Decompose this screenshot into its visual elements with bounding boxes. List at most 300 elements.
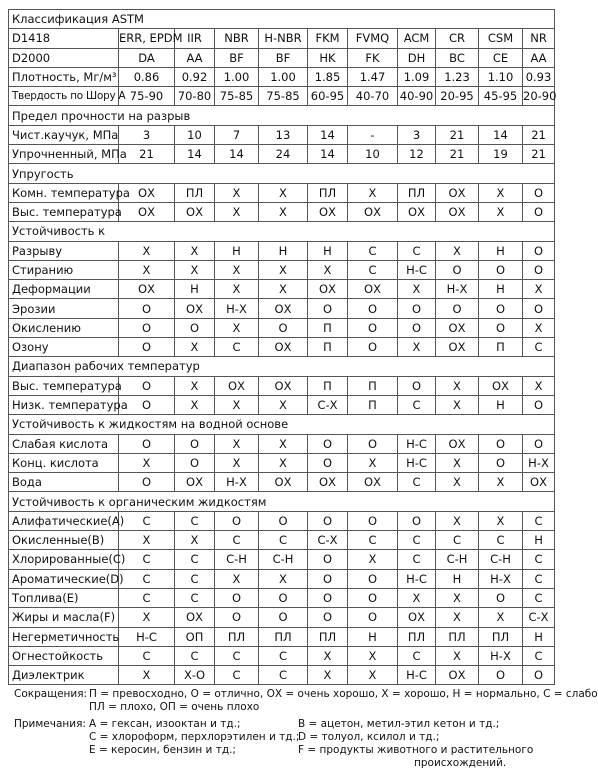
row-label: Жиры и масла(F) (9, 608, 119, 627)
row-label: Огнестойкость (9, 646, 119, 665)
row-label: Выс. температура (9, 376, 119, 395)
rating-cell: Х (119, 666, 175, 685)
rating-cell: П (479, 338, 523, 357)
table-row (9, 531, 555, 550)
rating-cell: ОХ (436, 318, 479, 337)
rating-cell: 1.00 (259, 67, 308, 86)
rating-cell: ОХ (175, 608, 215, 627)
rating-cell: 0.92 (175, 67, 215, 86)
rating-cell: О (119, 434, 175, 453)
rating-cell: 12 (398, 145, 436, 164)
rating-cell: С (119, 511, 175, 530)
rating-cell: 21 (119, 145, 175, 164)
rating-cell: О (348, 511, 398, 530)
rating-cell: Х (348, 646, 398, 665)
rating-cell: ПЛ (175, 183, 215, 202)
rating-cell: О (308, 550, 348, 569)
rating-cell: О (308, 299, 348, 318)
rating-cell: О (479, 588, 523, 607)
table-title-row (9, 10, 555, 29)
row-label: Алифатические(А) (9, 511, 119, 530)
rating-cell: С-Х (308, 395, 348, 414)
rating-cell: Х (348, 453, 398, 472)
rating-cell: DA (119, 48, 175, 67)
rating-cell: О (119, 395, 175, 414)
rating-cell: 20-90 (523, 87, 555, 106)
rating-cell: О (398, 376, 436, 395)
rating-cell: BF (215, 48, 259, 67)
rating-cell: Н-Х (479, 569, 523, 588)
row-label: Озону (9, 338, 119, 357)
rating-cell: Х (259, 280, 308, 299)
rating-cell: Х (175, 338, 215, 357)
rating-cell: О (308, 569, 348, 588)
rating-cell: 24 (259, 145, 308, 164)
rating-cell: С-Х (308, 531, 348, 550)
rating-cell: О (348, 299, 398, 318)
note-c: С = хлороформ, перхлорэтилен и тд.; (89, 731, 300, 743)
table-row (9, 376, 555, 395)
row-label: Слабая кислота (9, 434, 119, 453)
rating-cell: ОХ (308, 202, 348, 221)
rating-cell: П (308, 318, 348, 337)
rating-cell: Х (215, 569, 259, 588)
rating-cell: 70-80 (175, 87, 215, 106)
rating-cell: 75-85 (215, 87, 259, 106)
rating-cell: Н-С (119, 627, 175, 646)
row-label: Топлива(E) (9, 588, 119, 607)
rating-cell: 0.93 (523, 67, 555, 86)
rating-cell: С-Н (436, 550, 479, 569)
rating-cell: О (523, 202, 555, 221)
row-label: Окисленные(В) (9, 531, 119, 550)
rating-cell: Н-Х (479, 646, 523, 665)
rating-cell: Х (398, 588, 436, 607)
table-row (9, 29, 555, 48)
row-label: D2000 (9, 48, 119, 67)
rating-cell: О (348, 434, 398, 453)
note-e: Е = керосин, бензин и тд.; (89, 744, 236, 756)
rating-cell: С (215, 666, 259, 685)
table-row (9, 241, 555, 260)
rating-cell: С (523, 588, 555, 607)
rating-cell: 21 (523, 145, 555, 164)
rating-cell: С (398, 531, 436, 550)
rating-cell: ПЛ (308, 183, 348, 202)
rating-cell: О (215, 588, 259, 607)
rating-cell: 0.86 (119, 67, 175, 86)
abbrev-line-1: П = превосходно, О = отлично, ОХ = очень хорошо, Х = хорошо, Н = нормально, С = слабо (89, 688, 598, 700)
rating-cell: ОХ (398, 608, 436, 627)
rating-cell: Х (259, 569, 308, 588)
rating-cell: О (259, 608, 308, 627)
rating-cell: П (348, 376, 398, 395)
rating-cell: О (259, 588, 308, 607)
rating-cell: О (348, 608, 398, 627)
rating-cell: О (308, 608, 348, 627)
rating-cell: FVMQ (348, 29, 398, 48)
rating-cell: П (348, 395, 398, 414)
rating-cell: С (523, 550, 555, 569)
rating-cell: ОХ (436, 338, 479, 357)
rating-cell: ОХ (348, 473, 398, 492)
rating-cell: 60-95 (308, 87, 348, 106)
rating-cell: С (398, 473, 436, 492)
row-label: Разрыву (9, 241, 119, 260)
rating-cell: О (308, 434, 348, 453)
table-row (9, 511, 555, 530)
rating-cell: Н (479, 280, 523, 299)
rating-cell: Х (215, 202, 259, 221)
rating-cell: С (398, 395, 436, 414)
rating-cell: О (436, 260, 479, 279)
rating-cell: О (215, 511, 259, 530)
rating-cell: Х (436, 395, 479, 414)
rating-cell: Х (436, 646, 479, 665)
rating-cell: С (398, 550, 436, 569)
rating-cell: ПЛ (436, 627, 479, 646)
rating-cell: ОХ (308, 473, 348, 492)
table-title: Классификация ASTM (9, 10, 555, 29)
rating-cell: О (308, 588, 348, 607)
rating-cell: ОХ (175, 202, 215, 221)
abbrev-label: Сокращения: (14, 688, 88, 700)
rating-cell: С (215, 531, 259, 550)
rating-cell: 10 (348, 145, 398, 164)
section-header-row (9, 164, 555, 183)
table-row (9, 666, 555, 685)
rating-cell: BF (259, 48, 308, 67)
rating-cell: С-Н (259, 550, 308, 569)
rating-cell: Х (398, 338, 436, 357)
rating-cell: Х (436, 588, 479, 607)
rating-cell: Х (119, 531, 175, 550)
rating-cell: Х (215, 260, 259, 279)
table-row (9, 608, 555, 627)
row-label: Выс. температура (9, 202, 119, 221)
table-row (9, 646, 555, 665)
rating-cell: ОХ (479, 376, 523, 395)
row-label: Эрозии (9, 299, 119, 318)
note-d: D = толуол, ксилол и тд.; (298, 731, 440, 743)
rating-cell: CR (436, 29, 479, 48)
table-row (9, 183, 555, 202)
rating-cell: С (259, 666, 308, 685)
rating-cell: О (175, 453, 215, 472)
rating-cell: 14 (308, 145, 348, 164)
rating-cell: С-Н (479, 550, 523, 569)
table-row (9, 87, 555, 106)
rating-cell: О (523, 666, 555, 685)
rating-cell: С (175, 646, 215, 665)
rating-cell: ПЛ (308, 627, 348, 646)
rating-cell: О (523, 260, 555, 279)
rating-cell: 3 (398, 125, 436, 144)
rating-cell: ACM (398, 29, 436, 48)
row-label: Упрочненный, МПа (9, 145, 119, 164)
rating-cell: Х (215, 183, 259, 202)
row-label: Ароматические(D) (9, 569, 119, 588)
rating-cell: Н (175, 280, 215, 299)
rating-cell: Н-Х (215, 299, 259, 318)
table-row (9, 338, 555, 357)
rating-cell: Х (308, 666, 348, 685)
rating-cell: - (348, 125, 398, 144)
rating-cell: Х (175, 241, 215, 260)
rating-cell: ПЛ (398, 183, 436, 202)
rating-cell: ОХ (436, 434, 479, 453)
section-title: Устойчивость к жидкостям на водной основе (9, 415, 555, 434)
rating-cell: С-Х (523, 608, 555, 627)
rating-cell: 1.85 (308, 67, 348, 86)
rating-cell: О (523, 241, 555, 260)
rating-cell: ПЛ (398, 627, 436, 646)
rating-cell: О (398, 299, 436, 318)
rating-cell: 21 (436, 125, 479, 144)
table-row (9, 280, 555, 299)
rating-cell: Н (479, 395, 523, 414)
rating-cell: ОХ (398, 202, 436, 221)
rating-cell: О (479, 453, 523, 472)
rating-cell: О (119, 376, 175, 395)
rating-cell: О (479, 666, 523, 685)
section-title: Диапазон рабочих температур (9, 357, 555, 376)
row-label: Конц. кислота (9, 453, 119, 472)
rating-cell: 14 (175, 145, 215, 164)
row-label: Стиранию (9, 260, 119, 279)
rating-cell: Х (119, 453, 175, 472)
rating-cell: С (348, 531, 398, 550)
table-row (9, 453, 555, 472)
rating-cell: Х-О (175, 666, 215, 685)
rating-cell: О (398, 318, 436, 337)
rating-cell: NBR (215, 29, 259, 48)
rating-cell: О (308, 511, 348, 530)
rating-cell: ОХ (259, 473, 308, 492)
rating-cell: Х (175, 531, 215, 550)
rating-cell: Х (348, 183, 398, 202)
rating-cell: ПЛ (259, 627, 308, 646)
table-row (9, 473, 555, 492)
rating-cell: ОХ (259, 376, 308, 395)
row-label: Негерметичность (9, 627, 119, 646)
rating-cell: Х (175, 260, 215, 279)
rating-cell: О (119, 299, 175, 318)
rating-cell: С (259, 646, 308, 665)
rating-cell: 40-90 (398, 87, 436, 106)
rating-cell: AA (523, 48, 555, 67)
section-title: Упругость (9, 164, 555, 183)
section-header-row (9, 415, 555, 434)
rating-cell: Х (119, 260, 175, 279)
rating-cell: Х (259, 260, 308, 279)
rating-cell: ОХ (523, 473, 555, 492)
rating-cell: IIR (175, 29, 215, 48)
rating-cell: Н (348, 627, 398, 646)
rating-cell: О (175, 434, 215, 453)
section-header-row (9, 492, 555, 511)
rating-cell: О (175, 318, 215, 337)
rating-cell: С (523, 569, 555, 588)
rating-cell: С (175, 569, 215, 588)
rating-cell: ERR, EPDM (119, 29, 175, 48)
rating-cell: 1.00 (215, 67, 259, 86)
rating-cell: О (215, 608, 259, 627)
rating-cell: С (348, 241, 398, 260)
rating-cell: ОХ (436, 666, 479, 685)
rating-cell: Х (398, 280, 436, 299)
rating-cell: Х (479, 202, 523, 221)
rating-cell: ПЛ (215, 627, 259, 646)
rating-cell: Х (479, 473, 523, 492)
rating-cell: 1.23 (436, 67, 479, 86)
rating-cell: Х (259, 434, 308, 453)
row-label: Вода (9, 473, 119, 492)
rating-cell: ОХ (348, 202, 398, 221)
rating-cell: FK (348, 48, 398, 67)
rating-cell: С (215, 338, 259, 357)
rating-cell: 20-95 (436, 87, 479, 106)
classification-table (8, 9, 555, 685)
rating-cell: Х (215, 395, 259, 414)
rating-cell: Х (436, 376, 479, 395)
rating-cell: 14 (215, 145, 259, 164)
rating-cell: DH (398, 48, 436, 67)
rating-cell: С (119, 646, 175, 665)
rating-cell: О (119, 473, 175, 492)
rating-cell: С (119, 588, 175, 607)
rating-cell: О (348, 588, 398, 607)
rating-cell: ОХ (259, 299, 308, 318)
table-row (9, 318, 555, 337)
rating-cell: ОХ (175, 473, 215, 492)
rating-cell: Н (436, 569, 479, 588)
section-header-row (9, 222, 555, 241)
row-label: Твердость по Шору А (9, 87, 119, 106)
rating-cell: 10 (175, 125, 215, 144)
rating-cell: С (398, 646, 436, 665)
section-title: Предел прочности на разрыв (9, 106, 555, 125)
table-row (9, 202, 555, 221)
note-a: А = гексан, изооктан и тд.; (89, 718, 241, 730)
rating-cell: CE (479, 48, 523, 67)
rating-cell: О (523, 183, 555, 202)
rating-cell: С (436, 531, 479, 550)
rating-cell: ОХ (308, 280, 348, 299)
table-row (9, 67, 555, 86)
section-header-row (9, 106, 555, 125)
table-row (9, 260, 555, 279)
rating-cell: О (436, 299, 479, 318)
rating-cell: ОХ (215, 376, 259, 395)
rating-cell: Х (119, 608, 175, 627)
rating-cell: ПЛ (479, 627, 523, 646)
rating-cell: П (308, 338, 348, 357)
rating-cell: С (398, 241, 436, 260)
rating-cell: Х (436, 608, 479, 627)
row-label: Окислению (9, 318, 119, 337)
rating-cell: Х (523, 318, 555, 337)
row-label: Чист.каучук, МПа (9, 125, 119, 144)
rating-cell: 45-95 (479, 87, 523, 106)
rating-cell: О (119, 338, 175, 357)
table-row (9, 627, 555, 646)
rating-cell: О (479, 260, 523, 279)
rating-cell: Х (348, 666, 398, 685)
row-label: Плотность, Мг/м³ (9, 67, 119, 86)
rating-cell: ОХ (436, 202, 479, 221)
rating-cell: ОХ (175, 299, 215, 318)
rating-cell: 21 (523, 125, 555, 144)
rating-cell: Х (215, 318, 259, 337)
rating-cell: С (259, 531, 308, 550)
rating-cell: Н (523, 531, 555, 550)
rating-cell: FKM (308, 29, 348, 48)
rating-cell: Х (215, 434, 259, 453)
rating-cell: ОХ (436, 183, 479, 202)
rating-cell: О (259, 318, 308, 337)
rating-cell: О (348, 569, 398, 588)
rating-cell: ОХ (259, 338, 308, 357)
rating-cell: Х (259, 202, 308, 221)
rating-cell: О (348, 318, 398, 337)
row-label: Хлорированные(С) (9, 550, 119, 569)
rating-cell: С (215, 646, 259, 665)
rating-cell: ОХ (119, 183, 175, 202)
rating-cell: Х (479, 608, 523, 627)
row-label: Диэлектрик (9, 666, 119, 685)
rating-cell: С-Н (215, 550, 259, 569)
section-title: Устойчивость к органическим жидкостям (9, 492, 555, 511)
rating-cell: ОХ (348, 280, 398, 299)
rating-cell: Х (175, 376, 215, 395)
rating-cell: Х (436, 511, 479, 530)
table-row (9, 145, 555, 164)
rating-cell: 19 (479, 145, 523, 164)
rating-cell: Н-Х (523, 453, 555, 472)
rating-cell: О (523, 299, 555, 318)
rating-cell: Н (308, 241, 348, 260)
rating-cell: Х (308, 260, 348, 279)
rating-cell: О (523, 395, 555, 414)
rating-cell: О (479, 318, 523, 337)
rating-cell: 7 (215, 125, 259, 144)
rating-cell: Н-С (398, 569, 436, 588)
rating-cell: 1.47 (348, 67, 398, 86)
rating-cell: С (175, 511, 215, 530)
rating-cell: Н-С (398, 260, 436, 279)
rating-cell: О (348, 338, 398, 357)
rating-cell: О (479, 299, 523, 318)
row-label: Деформации (9, 280, 119, 299)
rating-cell: ОХ (119, 280, 175, 299)
table-row (9, 299, 555, 318)
rating-cell: С (523, 646, 555, 665)
section-title: Устойчивость к (9, 222, 555, 241)
row-label: D1418 (9, 29, 119, 48)
rating-cell: Х (436, 241, 479, 260)
rating-cell: П (308, 376, 348, 395)
rating-cell: Х (259, 183, 308, 202)
row-label: Низк. температура (9, 395, 119, 414)
rating-cell: Х (523, 280, 555, 299)
rating-cell: ОХ (119, 202, 175, 221)
rating-cell: Х (479, 511, 523, 530)
rating-cell: ОП (175, 627, 215, 646)
rating-cell: Н-Х (436, 280, 479, 299)
rating-cell: BC (436, 48, 479, 67)
rating-cell: Н (215, 241, 259, 260)
